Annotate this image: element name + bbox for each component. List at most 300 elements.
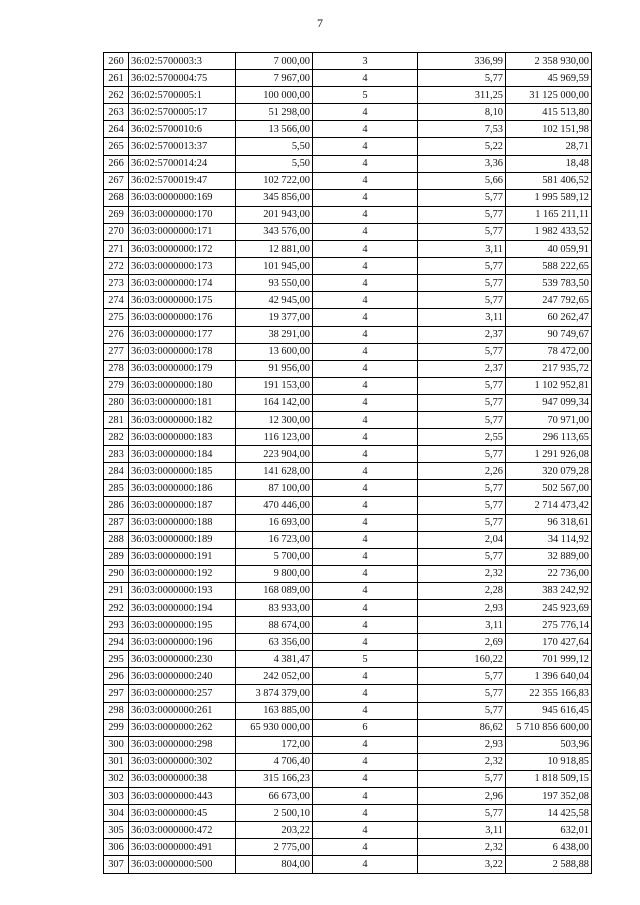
rate-value: 3,22 — [418, 856, 506, 873]
row-number: 276 — [104, 326, 129, 343]
area-value: 88 674,00 — [236, 617, 313, 634]
total-value: 2 714 473,42 — [506, 497, 592, 514]
cadastral-number: 36:02:5700005:17 — [129, 104, 236, 121]
cadastral-number: 36:03:0000000:169 — [129, 189, 236, 206]
table-row — [104, 600, 592, 617]
cadastral-number: 36:03:0000000:192 — [129, 565, 236, 582]
area-value: 100 000,00 — [236, 87, 313, 104]
area-value: 315 166,23 — [236, 770, 313, 787]
category-value: 4 — [313, 514, 418, 531]
area-value: 191 153,00 — [236, 377, 313, 394]
area-value: 5 700,00 — [236, 548, 313, 565]
rate-value: 5,77 — [418, 805, 506, 822]
total-value: 320 079,28 — [506, 463, 592, 480]
row-number: 287 — [104, 514, 129, 531]
category-value: 4 — [313, 394, 418, 411]
table-row — [104, 138, 592, 155]
area-value: 102 722,00 — [236, 172, 313, 189]
category-value: 4 — [313, 70, 418, 87]
cadastral-number: 36:02:5700013:37 — [129, 138, 236, 155]
rate-value: 5,77 — [418, 394, 506, 411]
category-value: 4 — [313, 138, 418, 155]
cadastral-number: 36:03:0000000:472 — [129, 822, 236, 839]
rate-value: 2,69 — [418, 634, 506, 651]
category-value: 4 — [313, 104, 418, 121]
row-number: 299 — [104, 719, 129, 736]
cadastral-number: 36:03:0000000:262 — [129, 719, 236, 736]
area-value: 4 706,40 — [236, 753, 313, 770]
category-value: 4 — [313, 155, 418, 172]
table-row — [104, 258, 592, 275]
row-number: 294 — [104, 634, 129, 651]
table-row — [104, 411, 592, 428]
total-value: 2 588,88 — [506, 856, 592, 873]
rate-value: 5,77 — [418, 258, 506, 275]
row-number: 298 — [104, 702, 129, 719]
cadastral-number: 36:03:0000000:194 — [129, 600, 236, 617]
rate-value: 5,77 — [418, 206, 506, 223]
row-number: 269 — [104, 206, 129, 223]
row-number: 292 — [104, 600, 129, 617]
cadastral-number: 36:03:0000000:174 — [129, 275, 236, 292]
category-value: 4 — [313, 600, 418, 617]
table-row — [104, 617, 592, 634]
row-number: 290 — [104, 565, 129, 582]
category-value: 4 — [313, 480, 418, 497]
cadastral-number: 36:03:0000000:171 — [129, 223, 236, 240]
rate-value: 2,32 — [418, 565, 506, 582]
table-row — [104, 121, 592, 138]
cadastral-number: 36:02:5700014:24 — [129, 155, 236, 172]
row-number: 268 — [104, 189, 129, 206]
total-value: 197 352,08 — [506, 788, 592, 805]
area-value: 343 576,00 — [236, 223, 313, 240]
row-number: 272 — [104, 258, 129, 275]
total-value: 383 242,92 — [506, 582, 592, 599]
table-row — [104, 172, 592, 189]
row-number: 304 — [104, 805, 129, 822]
total-value: 32 889,00 — [506, 548, 592, 565]
total-value: 78 472,00 — [506, 343, 592, 360]
area-value: 804,00 — [236, 856, 313, 873]
row-number: 275 — [104, 309, 129, 326]
table-row — [104, 770, 592, 787]
total-value: 6 438,00 — [506, 839, 592, 856]
category-value: 4 — [313, 770, 418, 787]
row-number: 266 — [104, 155, 129, 172]
total-value: 632,01 — [506, 822, 592, 839]
category-value: 4 — [313, 172, 418, 189]
cadastral-number: 36:03:0000000:298 — [129, 736, 236, 753]
row-number: 263 — [104, 104, 129, 121]
table-row — [104, 753, 592, 770]
row-number: 297 — [104, 685, 129, 702]
row-number: 283 — [104, 446, 129, 463]
table-row — [104, 805, 592, 822]
total-value: 31 125 000,00 — [506, 87, 592, 104]
category-value: 4 — [313, 822, 418, 839]
category-value: 4 — [313, 548, 418, 565]
cadastral-number: 36:03:0000000:261 — [129, 702, 236, 719]
area-value: 168 089,00 — [236, 582, 313, 599]
category-value: 4 — [313, 121, 418, 138]
category-value: 4 — [313, 788, 418, 805]
area-value: 3 874 379,00 — [236, 685, 313, 702]
row-number: 301 — [104, 753, 129, 770]
row-number: 300 — [104, 736, 129, 753]
area-value: 2 775,00 — [236, 839, 313, 856]
table-row — [104, 223, 592, 240]
total-value: 28,71 — [506, 138, 592, 155]
cadastral-number: 36:03:0000000:184 — [129, 446, 236, 463]
area-value: 116 123,00 — [236, 429, 313, 446]
row-number: 307 — [104, 856, 129, 873]
area-value: 141 628,00 — [236, 463, 313, 480]
category-value: 4 — [313, 463, 418, 480]
cadastral-number: 36:03:0000000:191 — [129, 548, 236, 565]
row-number: 306 — [104, 839, 129, 856]
category-value: 4 — [313, 206, 418, 223]
area-value: 164 142,00 — [236, 394, 313, 411]
table-row — [104, 463, 592, 480]
table-row — [104, 206, 592, 223]
row-number: 291 — [104, 582, 129, 599]
category-value: 4 — [313, 189, 418, 206]
category-value: 4 — [313, 497, 418, 514]
table-row — [104, 394, 592, 411]
table-row — [104, 360, 592, 377]
total-value: 296 113,65 — [506, 429, 592, 446]
row-number: 267 — [104, 172, 129, 189]
category-value: 4 — [313, 685, 418, 702]
rate-value: 336,99 — [418, 53, 506, 70]
row-number: 293 — [104, 617, 129, 634]
category-value: 4 — [313, 839, 418, 856]
total-value: 275 776,14 — [506, 617, 592, 634]
rate-value: 2,28 — [418, 582, 506, 599]
rate-value: 86,62 — [418, 719, 506, 736]
rate-value: 5,77 — [418, 668, 506, 685]
area-value: 2 500,10 — [236, 805, 313, 822]
total-value: 1 818 509,15 — [506, 770, 592, 787]
cadastral-number: 36:03:0000000:185 — [129, 463, 236, 480]
rate-value: 5,77 — [418, 480, 506, 497]
rate-value: 5,77 — [418, 548, 506, 565]
rate-value: 5,77 — [418, 497, 506, 514]
category-value: 4 — [313, 429, 418, 446]
cadastral-number: 36:03:0000000:257 — [129, 685, 236, 702]
category-value: 6 — [313, 719, 418, 736]
rate-value: 5,77 — [418, 685, 506, 702]
rate-value: 5,77 — [418, 343, 506, 360]
area-value: 51 298,00 — [236, 104, 313, 121]
table-row — [104, 480, 592, 497]
total-value: 5 710 856 600,00 — [506, 719, 592, 736]
cadastral-number: 36:03:0000000:175 — [129, 292, 236, 309]
table-row — [104, 702, 592, 719]
total-value: 247 792,65 — [506, 292, 592, 309]
area-value: 201 943,00 — [236, 206, 313, 223]
area-value: 12 300,00 — [236, 411, 313, 428]
row-number: 280 — [104, 394, 129, 411]
area-value: 38 291,00 — [236, 326, 313, 343]
cadastral-number: 36:03:0000000:182 — [129, 411, 236, 428]
rate-value: 5,66 — [418, 172, 506, 189]
total-value: 170 427,64 — [506, 634, 592, 651]
row-number: 274 — [104, 292, 129, 309]
total-value: 45 969,59 — [506, 70, 592, 87]
rate-value: 7,53 — [418, 121, 506, 138]
cadastral-number: 36:03:0000000:196 — [129, 634, 236, 651]
table-row — [104, 685, 592, 702]
category-value: 4 — [313, 531, 418, 548]
total-value: 22 355 166,83 — [506, 685, 592, 702]
area-value: 203,22 — [236, 822, 313, 839]
rate-value: 5,77 — [418, 70, 506, 87]
rate-value: 2,37 — [418, 326, 506, 343]
cadastral-number: 36:02:5700010:6 — [129, 121, 236, 138]
rate-value: 5,77 — [418, 446, 506, 463]
total-value: 588 222,65 — [506, 258, 592, 275]
rate-value: 2,93 — [418, 600, 506, 617]
rate-value: 160,22 — [418, 651, 506, 668]
total-value: 1 102 952,81 — [506, 377, 592, 394]
rate-value: 3,11 — [418, 309, 506, 326]
rate-value: 5,22 — [418, 138, 506, 155]
row-number: 265 — [104, 138, 129, 155]
row-number: 261 — [104, 70, 129, 87]
total-value: 947 099,34 — [506, 394, 592, 411]
table-row — [104, 53, 592, 70]
area-value: 91 956,00 — [236, 360, 313, 377]
row-number: 282 — [104, 429, 129, 446]
category-value: 4 — [313, 702, 418, 719]
table-row — [104, 241, 592, 258]
category-value: 4 — [313, 377, 418, 394]
table-row — [104, 565, 592, 582]
row-number: 302 — [104, 770, 129, 787]
category-value: 4 — [313, 360, 418, 377]
total-value: 34 114,92 — [506, 531, 592, 548]
rate-value: 5,77 — [418, 411, 506, 428]
total-value: 22 736,00 — [506, 565, 592, 582]
area-value: 12 881,00 — [236, 241, 313, 258]
cadastral-number: 36:03:0000000:179 — [129, 360, 236, 377]
rate-value: 3,11 — [418, 241, 506, 258]
cadastral-number: 36:03:0000000:186 — [129, 480, 236, 497]
category-value: 4 — [313, 309, 418, 326]
cadastral-number: 36:03:0000000:173 — [129, 258, 236, 275]
row-number: 288 — [104, 531, 129, 548]
total-value: 539 783,50 — [506, 275, 592, 292]
area-value: 5,50 — [236, 155, 313, 172]
row-number: 264 — [104, 121, 129, 138]
area-value: 242 052,00 — [236, 668, 313, 685]
cadastral-number: 36:02:5700003:3 — [129, 53, 236, 70]
table-row — [104, 446, 592, 463]
row-number: 285 — [104, 480, 129, 497]
category-value: 4 — [313, 753, 418, 770]
total-value: 245 923,69 — [506, 600, 592, 617]
rate-value: 2,37 — [418, 360, 506, 377]
cadastral-number: 36:03:0000000:443 — [129, 788, 236, 805]
row-number: 281 — [104, 411, 129, 428]
table-row — [104, 104, 592, 121]
rate-value: 2,32 — [418, 753, 506, 770]
rate-value: 2,93 — [418, 736, 506, 753]
cadastral-number: 36:03:0000000:500 — [129, 856, 236, 873]
table-row — [104, 189, 592, 206]
area-value: 345 856,00 — [236, 189, 313, 206]
table-row — [104, 155, 592, 172]
cadastral-number: 36:03:0000000:189 — [129, 531, 236, 548]
cadastral-number: 36:03:0000000:181 — [129, 394, 236, 411]
row-number: 278 — [104, 360, 129, 377]
table-row — [104, 634, 592, 651]
area-value: 101 945,00 — [236, 258, 313, 275]
area-value: 5,50 — [236, 138, 313, 155]
table-row — [104, 651, 592, 668]
cadastral-number: 36:03:0000000:180 — [129, 377, 236, 394]
row-number: 277 — [104, 343, 129, 360]
table-row — [104, 292, 592, 309]
total-value: 1 165 211,11 — [506, 206, 592, 223]
rate-value: 2,32 — [418, 839, 506, 856]
cadastral-number: 36:03:0000000:45 — [129, 805, 236, 822]
row-number: 296 — [104, 668, 129, 685]
category-value: 4 — [313, 634, 418, 651]
rate-value: 5,77 — [418, 223, 506, 240]
cadastral-number: 36:03:0000000:195 — [129, 617, 236, 634]
table-row — [104, 856, 592, 873]
rate-value: 2,04 — [418, 531, 506, 548]
category-value: 4 — [313, 275, 418, 292]
category-value: 4 — [313, 582, 418, 599]
table-row — [104, 736, 592, 753]
rate-value: 2,26 — [418, 463, 506, 480]
area-value: 7 000,00 — [236, 53, 313, 70]
total-value: 60 262,47 — [506, 309, 592, 326]
cadastral-number: 36:03:0000000:38 — [129, 770, 236, 787]
total-value: 40 059,91 — [506, 241, 592, 258]
row-number: 260 — [104, 53, 129, 70]
rate-value: 5,77 — [418, 770, 506, 787]
table-row — [104, 326, 592, 343]
table-row — [104, 514, 592, 531]
rate-value: 5,77 — [418, 514, 506, 531]
category-value: 5 — [313, 87, 418, 104]
total-value: 415 513,80 — [506, 104, 592, 121]
cadastral-number: 36:03:0000000:183 — [129, 429, 236, 446]
category-value: 4 — [313, 223, 418, 240]
row-number: 295 — [104, 651, 129, 668]
total-value: 96 318,61 — [506, 514, 592, 531]
table-row — [104, 275, 592, 292]
total-value: 945 616,45 — [506, 702, 592, 719]
total-value: 217 935,72 — [506, 360, 592, 377]
category-value: 3 — [313, 53, 418, 70]
total-value: 1 291 926,08 — [506, 446, 592, 463]
total-value: 90 749,67 — [506, 326, 592, 343]
total-value: 2 358 930,00 — [506, 53, 592, 70]
table-body — [104, 53, 592, 874]
area-value: 87 100,00 — [236, 480, 313, 497]
category-value: 4 — [313, 326, 418, 343]
table-row — [104, 822, 592, 839]
category-value: 4 — [313, 617, 418, 634]
area-value: 65 930 000,00 — [236, 719, 313, 736]
data-table — [103, 52, 592, 874]
rate-value: 5,77 — [418, 702, 506, 719]
table-row — [104, 839, 592, 856]
rate-value: 3,36 — [418, 155, 506, 172]
rate-value: 5,77 — [418, 377, 506, 394]
area-value: 66 673,00 — [236, 788, 313, 805]
row-number: 271 — [104, 241, 129, 258]
category-value: 4 — [313, 856, 418, 873]
rate-value: 2,96 — [418, 788, 506, 805]
cadastral-number: 36:03:0000000:172 — [129, 241, 236, 258]
cadastral-number: 36:03:0000000:230 — [129, 651, 236, 668]
area-value: 223 904,00 — [236, 446, 313, 463]
cadastral-number: 36:03:0000000:170 — [129, 206, 236, 223]
category-value: 5 — [313, 651, 418, 668]
row-number: 305 — [104, 822, 129, 839]
area-value: 172,00 — [236, 736, 313, 753]
category-value: 4 — [313, 668, 418, 685]
row-number: 279 — [104, 377, 129, 394]
category-value: 4 — [313, 292, 418, 309]
area-value: 16 723,00 — [236, 531, 313, 548]
category-value: 4 — [313, 411, 418, 428]
total-value: 70 971,00 — [506, 411, 592, 428]
table-row — [104, 531, 592, 548]
rate-value: 5,77 — [418, 292, 506, 309]
area-value: 42 945,00 — [236, 292, 313, 309]
area-value: 83 933,00 — [236, 600, 313, 617]
rate-value: 5,77 — [418, 275, 506, 292]
table-row — [104, 668, 592, 685]
rate-value: 8,10 — [418, 104, 506, 121]
cadastral-number: 36:02:5700019:47 — [129, 172, 236, 189]
table-row — [104, 309, 592, 326]
cadastral-number: 36:03:0000000:491 — [129, 839, 236, 856]
table-row — [104, 548, 592, 565]
total-value: 1 982 433,52 — [506, 223, 592, 240]
row-number: 286 — [104, 497, 129, 514]
table-row — [104, 343, 592, 360]
row-number: 284 — [104, 463, 129, 480]
rate-value: 5,77 — [418, 189, 506, 206]
row-number: 273 — [104, 275, 129, 292]
area-value: 19 377,00 — [236, 309, 313, 326]
cadastral-number: 36:03:0000000:302 — [129, 753, 236, 770]
total-value: 581 406,52 — [506, 172, 592, 189]
total-value: 503,96 — [506, 736, 592, 753]
rate-value: 3,11 — [418, 617, 506, 634]
category-value: 4 — [313, 446, 418, 463]
table-row — [104, 377, 592, 394]
page-number: 7 — [317, 16, 323, 30]
cadastral-number: 36:03:0000000:188 — [129, 514, 236, 531]
row-number: 262 — [104, 87, 129, 104]
area-value: 4 381,47 — [236, 651, 313, 668]
total-value: 14 425,58 — [506, 805, 592, 822]
cadastral-number: 36:03:0000000:177 — [129, 326, 236, 343]
total-value: 1 995 589,12 — [506, 189, 592, 206]
cadastral-number: 36:02:5700004:75 — [129, 70, 236, 87]
row-number: 270 — [104, 223, 129, 240]
